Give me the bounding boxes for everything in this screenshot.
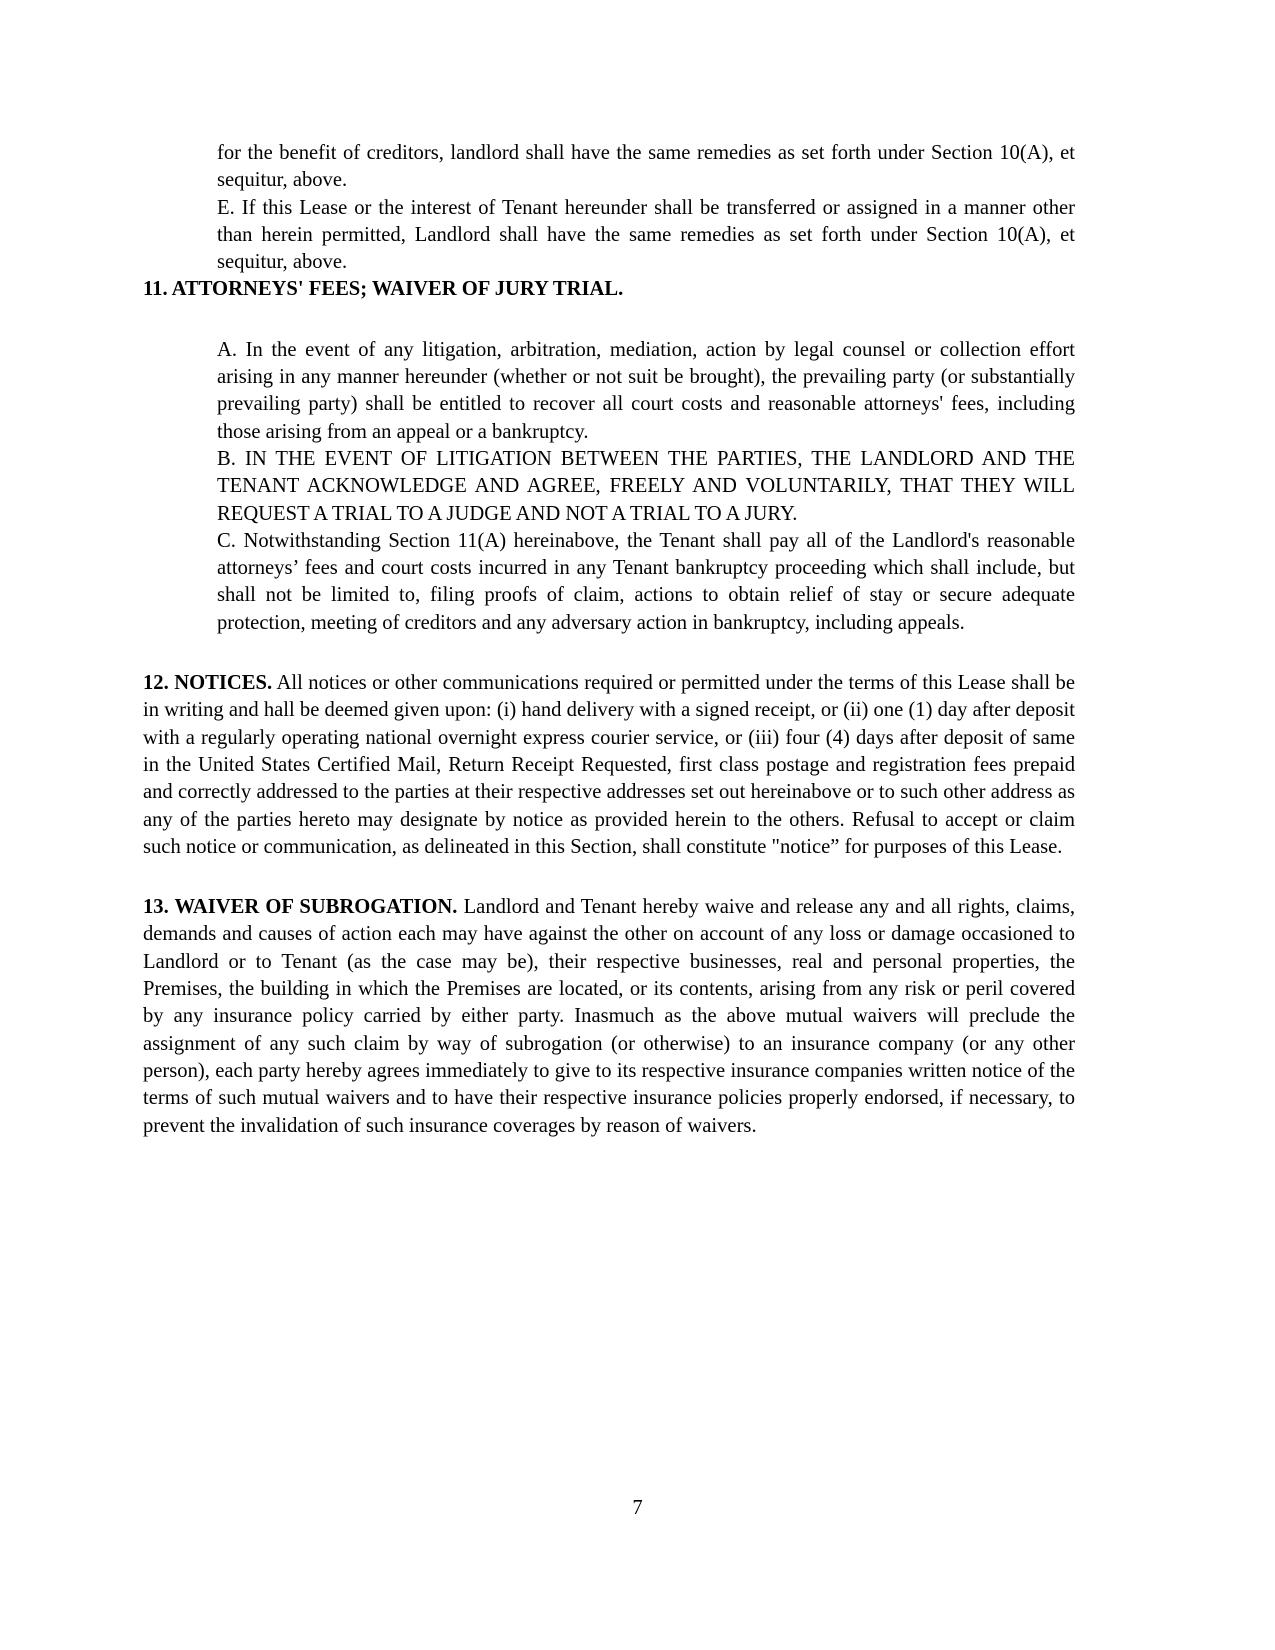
page-body (143, 140, 1075, 1140)
paragraph-section-13 (143, 894, 1075, 1140)
run-in-body-section-13: Landlord and Tenant hereby waive and release any and all rights, claims, demands and causes of action each may have against the other on account of any loss or damage occasioned to Landlord or to Tenant (as the case may be), their respective businesses, real and personal properties, the Premises, the building in which the Premises are located, or its contents, arising from any risk or peril covered by any insurance policy carried by either party. Inasmuch as the above mutual waivers will preclude the assignment of any such claim by way of subrogation (or otherwise) to an insurance company (or any other person), each party hereby agrees immediately to give to its respective insurance companies written notice of the terms of such mutual waivers and to have their respective insurance policies properly endorsed, if necessary, to prevent the invalidation of such insurance coverages by reason of waivers. (143, 896, 1075, 1137)
paragraph-section-11b: B. IN THE EVENT OF LITIGATION BETWEEN THE PARTIES, THE LANDLORD AND THE TENANT ACKNOWLEDGE AND AGREE, FREELY AND VOLUNTARILY, THAT THEY WILL REQUEST A TRIAL TO A JUDGE AND NOT A TRIAL TO A JURY. (217, 447, 1075, 525)
paragraph-section-11c: C. Notwithstanding Section 11(A) hereinabove, the Tenant shall pay all of the Landlord's reasonable attorneys’ fees and court costs incurred in any Tenant bankruptcy proceeding which shall include, but shall not be limited to, filing proofs of claim, actions to obtain relief of stay or secure adequate protection, meeting of creditors and any adversary action in bankruptcy, including appeals. (217, 529, 1075, 634)
run-in-body-section-12: All notices or other communications required or permitted under the terms of this Lease shall be in writing and hall be deemed given upon: (i) hand delivery with a signed receipt, or (ii) one (1) day after deposit with a regularly operating national overnight express courier service, or (iii) four (4) days after deposit of same in the United States Certified Mail, Return Receipt Requested, first class postage and registration fees prepaid and correctly addressed to the parties at their respective addresses set out hereinabove or to such other address as any of the parties hereto may designate by notice as provided herein to the others. Refusal to accept or claim such notice or communication, as delineated in this Section, shall constitute "notice” for purposes of this Lease. (143, 672, 1075, 858)
run-in-label-section-12: 12. NOTICES. (143, 672, 273, 695)
paragraph-section-11a: A. In the event of any litigation, arbitration, mediation, action by legal counsel or collection effort arising in any manner hereunder (whether or not suit be brought), the prevailing party (or substantially prevailing party) shall be entitled to recover all court costs and reasonable attorneys' fees, including those arising from an appeal or a bankruptcy. (217, 338, 1075, 443)
paragraph-section-10e: E. If this Lease or the interest of Tenant hereunder shall be transferred or assigned in a manner other than herein permitted, Landlord shall have the same remedies as set forth under Section 10(A), et sequitur, above. (217, 196, 1075, 274)
run-in-label-section-13: 13. WAIVER OF SUBROGATION. (143, 896, 458, 919)
page-number: 7 (632, 1497, 643, 1519)
paragraph-section-12 (143, 670, 1075, 861)
heading-section-11: 11. ATTORNEYS' FEES; WAIVER OF JURY TRIAL. (143, 278, 624, 301)
paragraph-continuation-10d-10e: for the benefit of creditors, landlord shall have the same remedies as set forth under Section 10(A), et sequitur, above. (217, 142, 1075, 192)
